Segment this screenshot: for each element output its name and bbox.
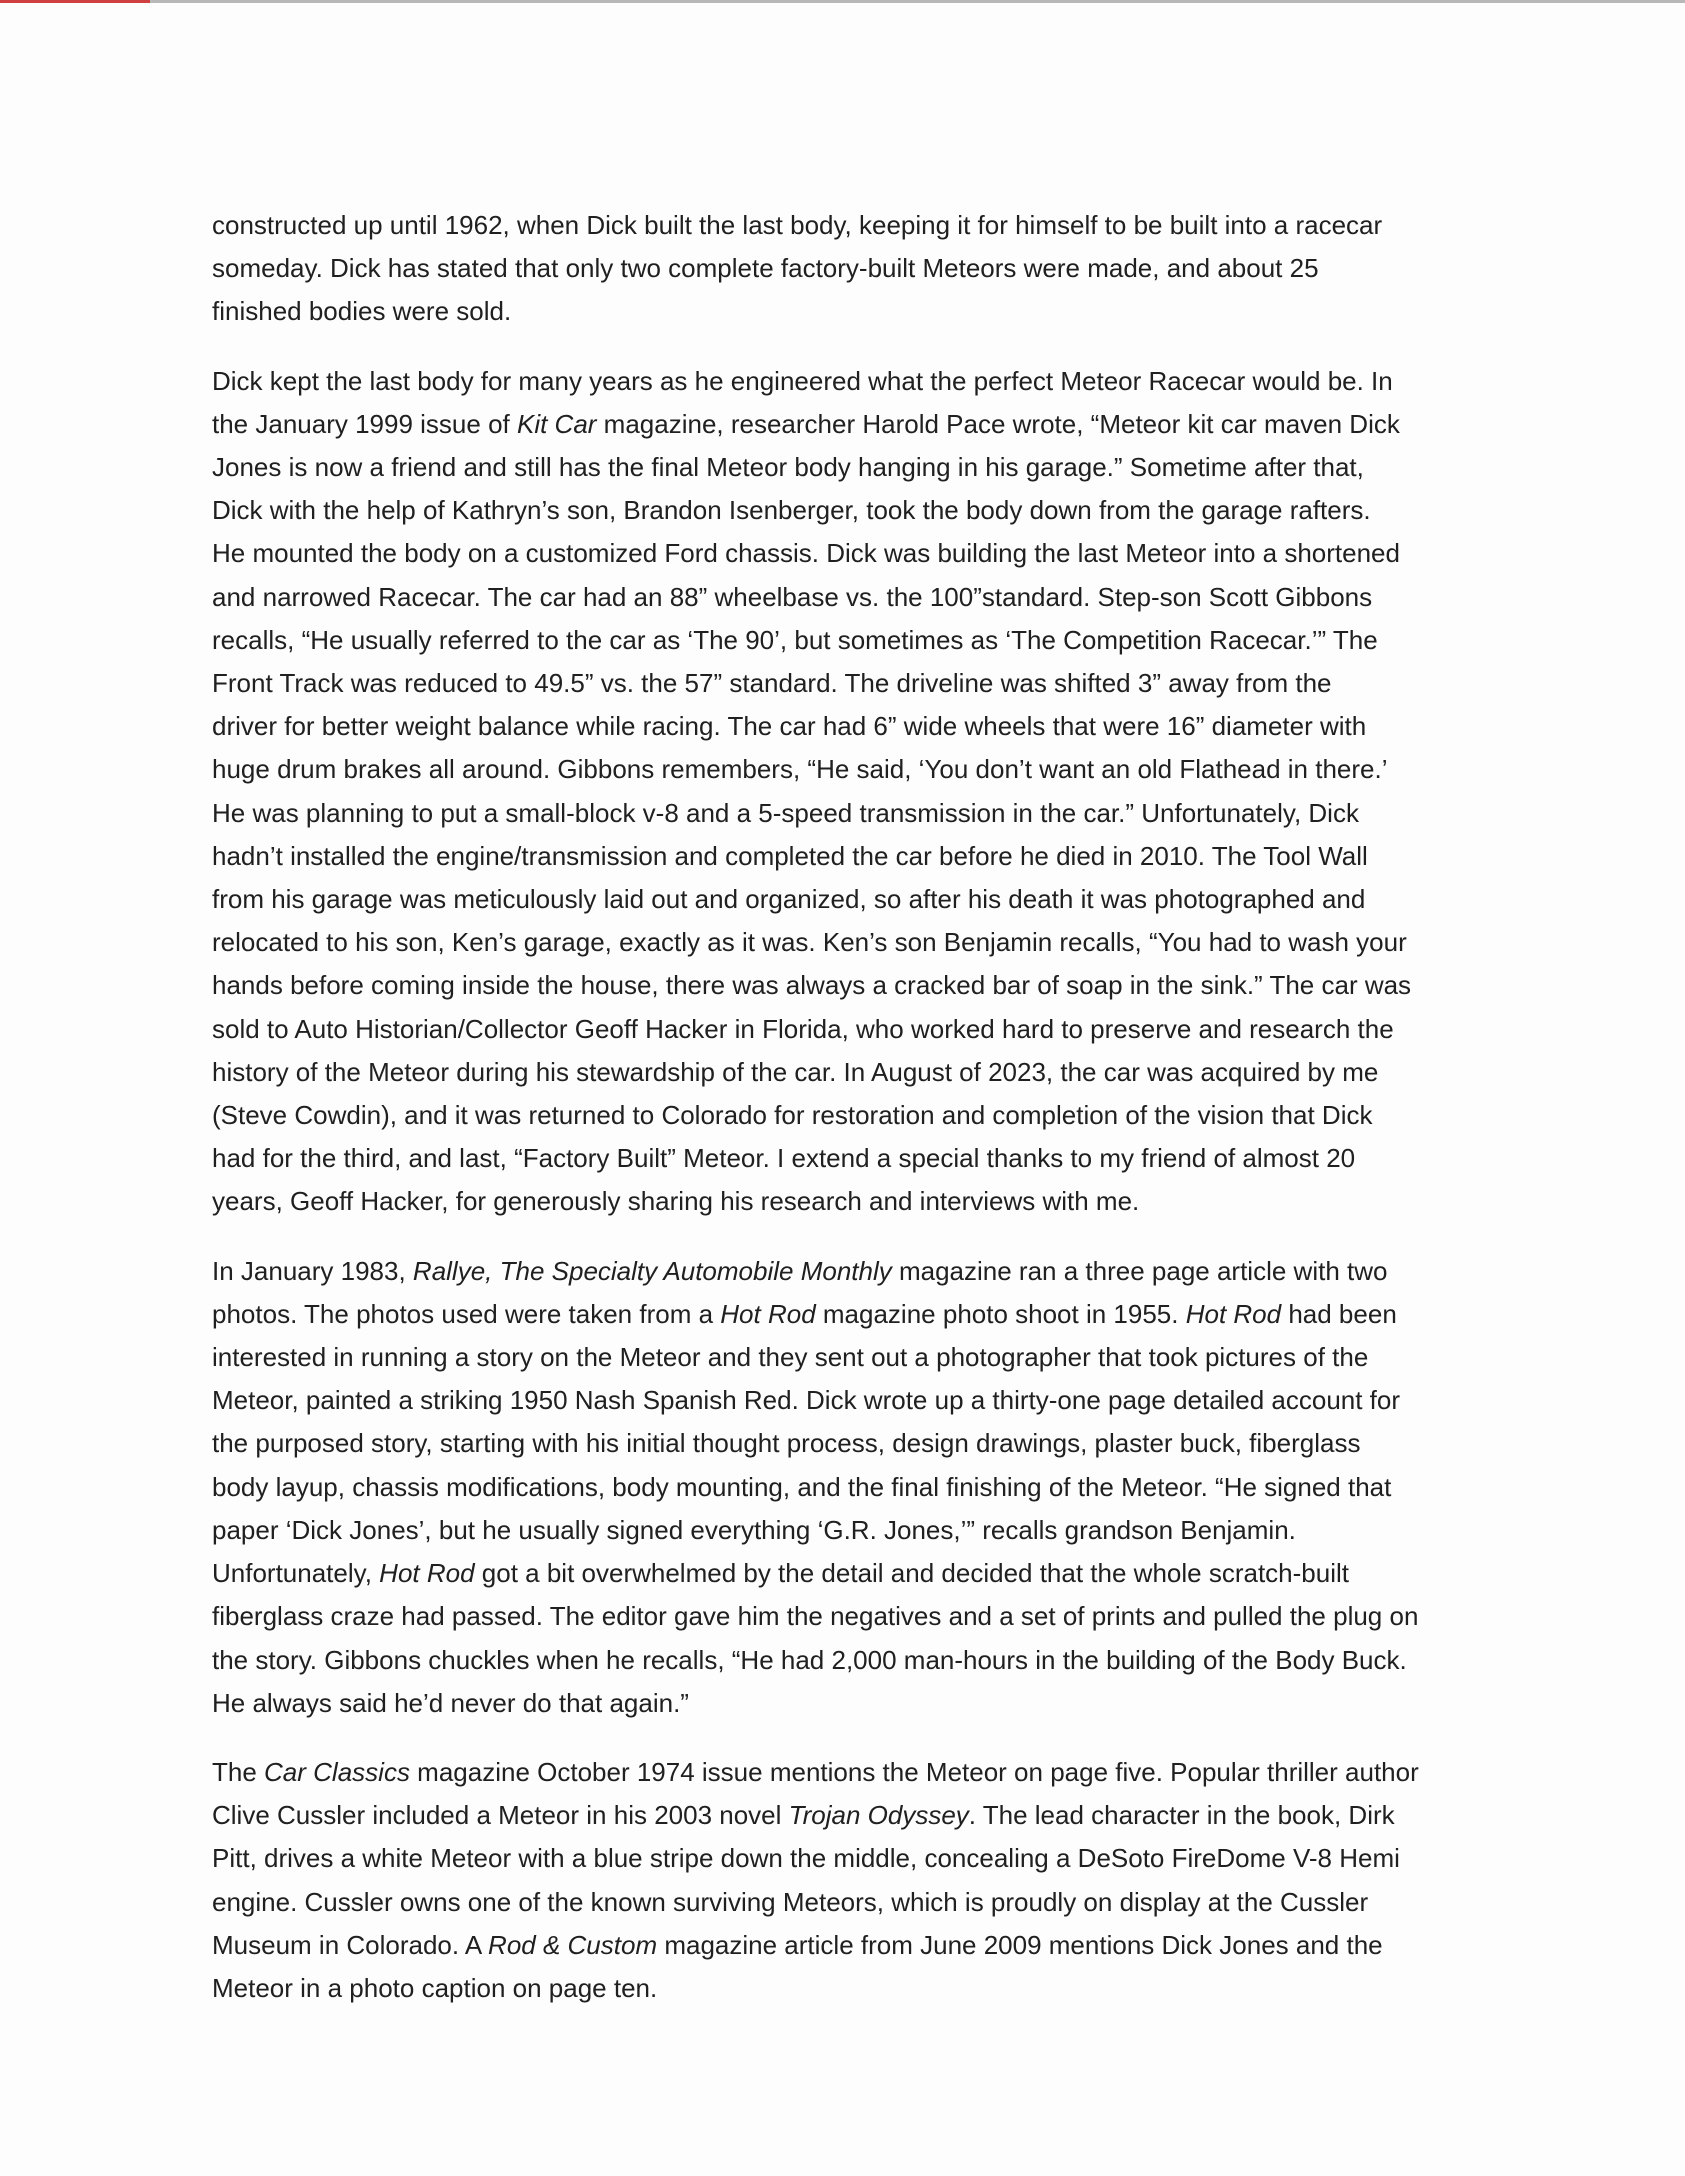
text-line: the story. Gibbons chuckles when he recalls, “He had 2,000 man-hours in the building of the Body Buck. <box>212 1644 1407 1675</box>
paragraph-2 <box>212 360 1532 1224</box>
text-line: interested in running a story on the Meteor and they sent out a photographer that took pictures of the <box>212 1342 1369 1373</box>
text-line: hadn’t installed the engine/transmission and completed the car before he died in 2010. The Tool Wall <box>212 840 1368 871</box>
text-run: . The lead character in the book, Dirk <box>968 1800 1395 1831</box>
text-line: He mounted the body on a customized Ford chassis. Dick was building the last Meteor into a shortened <box>212 538 1400 569</box>
text-line: He always said he’d never do that again.” <box>212 1687 689 1718</box>
text-line: recalls, “He usually referred to the car as ‘The 90’, but sometimes as ‘The Competition Racecar.’” The <box>212 624 1378 655</box>
magazine-title: Hot Rod <box>1185 1298 1282 1329</box>
text-run: In January 1983, <box>212 1255 413 1286</box>
text-line: Dick with the help of Kathryn’s son, Brandon Isenberger, took the body down from the garage rafters. <box>212 495 1371 526</box>
magazine-title: Rod & Custom <box>488 1929 658 1960</box>
text-line: the purposed story, starting with his initial thought process, design drawings, plaster buck, fiberglass <box>212 1428 1361 1459</box>
text-line <box>212 1924 1532 1967</box>
text-line: (Steve Cowdin), and it was returned to Colorado for restoration and completion of the vision that Dick <box>212 1100 1373 1131</box>
text-line: from his garage was meticulously laid out and organized, so after his death it was photographed and <box>212 884 1366 915</box>
magazine-title: Hot Rod <box>379 1558 475 1589</box>
text-line: sold to Auto Historian/Collector Geoff Hacker in Florida, who worked hard to preserve and research the <box>212 1013 1394 1044</box>
text-line: Meteor, painted a striking 1950 Nash Spanish Red. Dick wrote up a thirty-one page detailed account for <box>212 1385 1401 1416</box>
text-line: hands before coming inside the house, there was always a cracked bar of soap in the sink.” The car was <box>212 970 1412 1001</box>
text-line: had for the third, and last, “Factory Built” Meteor. I extend a special thanks to my friend of almost 20 <box>212 1143 1356 1174</box>
text-line: fiberglass craze had passed. The editor gave him the negatives and a set of prints and pulled the plug on <box>212 1601 1419 1632</box>
text-run: had been <box>1281 1298 1397 1329</box>
text-line: history of the Meteor during his stewardship of the car. In August of 2023, the car was acquired by me <box>212 1056 1379 1087</box>
scan-mark <box>0 0 150 3</box>
text-line: someday. Dick has stated that only two complete factory-built Meteors were made, and about 25 <box>212 253 1319 284</box>
magazine-title: Car Classics <box>264 1756 410 1787</box>
text-run: magazine October 1974 issue mentions the Meteor on page five. Popular thriller author <box>409 1756 1419 1787</box>
text-line: years, Geoff Hacker, for generously sharing his research and interviews with me. <box>212 1186 1140 1217</box>
text-line: finished bodies were sold. <box>212 296 512 327</box>
text-line <box>212 1794 1532 1837</box>
scan-edge <box>0 0 1685 3</box>
text-line <box>212 1293 1532 1336</box>
text-line: Meteor in a photo caption on page ten. <box>212 1972 658 2003</box>
paragraph-3 <box>212 1250 1532 1725</box>
text-run: photos. The photos used were taken from a <box>212 1298 721 1329</box>
text-line: Front Track was reduced to 49.5” vs. the 57” standard. The driveline was shifted 3” away from the <box>212 668 1332 699</box>
text-line: body layup, chassis modifications, body mounting, and the final finishing of the Meteor. “He signed that <box>212 1471 1392 1502</box>
text-run: magazine ran a three page article with two <box>891 1255 1388 1286</box>
text-run: got a bit overwhelmed by the detail and decided that the whole scratch-built <box>474 1558 1349 1589</box>
paragraph-1 <box>212 204 1532 334</box>
text-line: engine. Cussler owns one of the known surviving Meteors, which is proudly on display at the Cussler <box>212 1886 1369 1917</box>
text-line <box>212 403 1532 446</box>
text-line <box>212 1250 1532 1293</box>
text-run: Unfortunately, <box>212 1558 380 1589</box>
text-line: huge drum brakes all around. Gibbons remembers, “He said, ‘You don’t want an old Flathead in there.’ <box>212 754 1388 785</box>
magazine-title: Kit Car <box>516 408 597 439</box>
text-line: He was planning to put a small-block v-8 and a 5-speed transmission in the car.” Unfortunately, Dick <box>212 797 1359 828</box>
magazine-title: Hot Rod <box>720 1298 816 1329</box>
text-line: driver for better weight balance while racing. The car had 6” wide wheels that were 16” diameter with <box>212 711 1367 742</box>
text-run: The <box>212 1756 265 1787</box>
text-line: Dick kept the last body for many years as he engineered what the perfect Meteor Racecar would be. In <box>212 365 1393 396</box>
text-line: paper ‘Dick Jones’, but he usually signed everything ‘G.R. Jones,’” recalls grandson Benjamin. <box>212 1514 1296 1545</box>
text-line: constructed up until 1962, when Dick built the last body, keeping it for himself to be built into a racecar <box>212 210 1383 240</box>
text-run: magazine photo shoot in 1955. <box>815 1298 1186 1329</box>
text-run: magazine, researcher Harold Pace wrote, “Meteor kit car maven Dick <box>596 408 1400 439</box>
paragraph-4 <box>212 1751 1532 2010</box>
text-line: relocated to his son, Ken’s garage, exactly as it was. Ken’s son Benjamin recalls, “You had to wash your <box>212 927 1407 958</box>
text-line <box>212 1751 1532 1794</box>
magazine-title: Rallye, The Specialty Automobile Monthly <box>412 1255 892 1286</box>
novel-title: Trojan Odyssey <box>788 1800 969 1831</box>
document-body <box>212 204 1532 2036</box>
text-run: magazine article from June 2009 mentions Dick Jones and the <box>657 1929 1383 1960</box>
text-run: the January 1999 issue of <box>212 408 517 439</box>
text-line: Jones is now a friend and still has the final Meteor body hanging in his garage.” Sometime after that, <box>212 452 1364 483</box>
text-line: and narrowed Racecar. The car had an 88” wheelbase vs. the 100”standard. Step-son Scott Gibbons <box>212 581 1373 612</box>
text-line <box>212 1552 1532 1595</box>
text-run: Museum in Colorado. A <box>212 1929 489 1960</box>
text-line: Pitt, drives a white Meteor with a blue stripe down the middle, concealing a DeSoto FireDome V-8 Hemi <box>212 1843 1400 1874</box>
text-run: Clive Cussler included a Meteor in his 2003 novel <box>212 1800 789 1831</box>
